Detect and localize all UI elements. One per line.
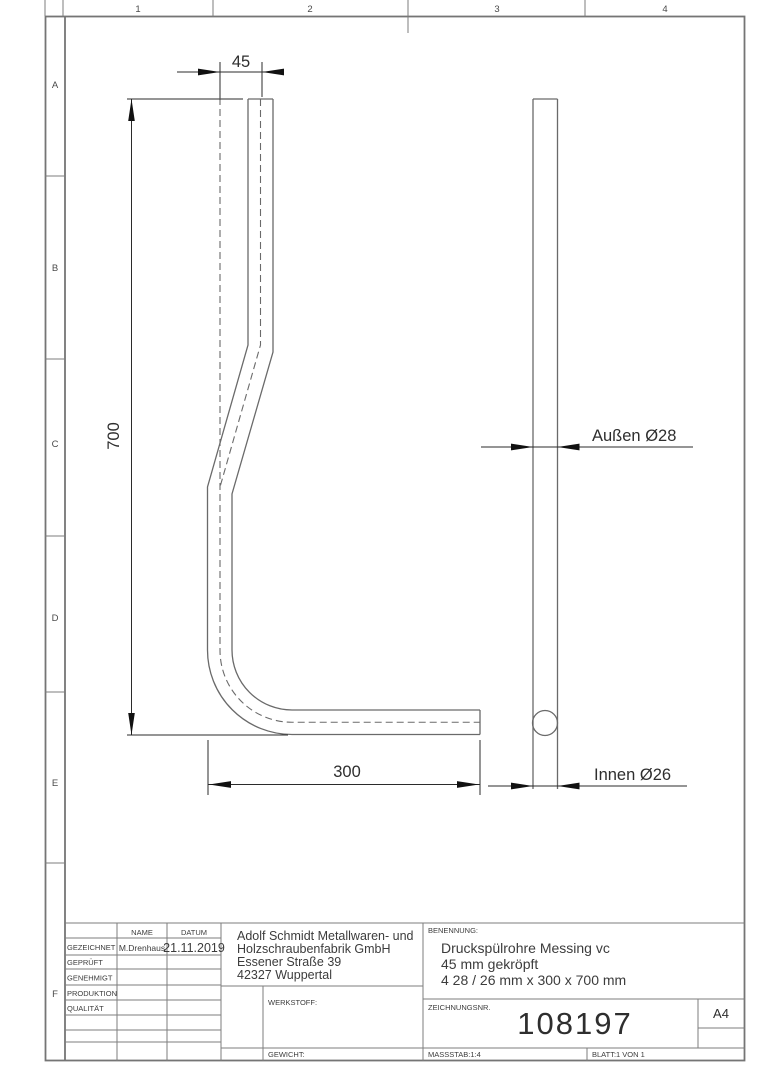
dimension-45 <box>177 53 284 98</box>
outer-dia-label: Außen Ø28 <box>592 427 677 445</box>
drawn-by-name: M.Drenhaus <box>118 943 166 953</box>
drawing-number: 108197 <box>517 1006 633 1041</box>
pipe-centerline-main <box>220 98 480 722</box>
callout-outer-diameter <box>481 427 693 450</box>
pipe-inner-edge <box>232 99 480 710</box>
zeichnungsnr-label: ZEICHNUNGSNR. <box>428 1003 491 1012</box>
dim-700-label: 700 <box>105 422 123 450</box>
name-header: NAME <box>131 928 153 937</box>
row-label-genehmigt: GENEHMIGT <box>67 973 113 983</box>
company-line-3: Essener Straße 39 <box>237 955 342 969</box>
arrowhead <box>128 713 135 735</box>
company-line-2: Holzschraubenfabrik GmbH <box>237 942 391 956</box>
arrowhead <box>457 781 479 788</box>
arrowhead <box>209 781 231 788</box>
dim-300-label: 300 <box>333 763 361 781</box>
blatt-label: BLATT:1 VON 1 <box>592 1050 645 1059</box>
benennung-label: BENENNUNG: <box>428 926 479 935</box>
arrowhead <box>558 444 580 451</box>
row-label-b: B <box>51 263 59 274</box>
border-grid <box>45 0 745 1061</box>
column-label-2: 2 <box>307 4 313 15</box>
company-line-4: 42327 Wuppertal <box>237 968 332 982</box>
sheet-frame <box>46 17 745 1061</box>
row-label-f: F <box>52 989 58 1000</box>
part-title-line-3: 4 28 / 26 mm x 300 x 700 mm <box>441 972 627 988</box>
arrowhead <box>511 783 533 790</box>
pipe-centerline-upper <box>220 99 261 487</box>
part-title-line-2: 45 mm gekröpft <box>441 956 539 972</box>
front-view <box>105 53 480 795</box>
callout-inner-diameter <box>488 766 687 789</box>
sheet-format: A4 <box>713 1006 729 1021</box>
company-line-1: Adolf Schmidt Metallwaren- und <box>237 929 414 943</box>
dimension-300 <box>208 740 480 795</box>
column-label-1: 1 <box>135 4 141 15</box>
column-label-3: 3 <box>494 4 500 15</box>
gewicht-label: GEWICHT: <box>268 1050 305 1059</box>
arrowhead <box>128 99 135 121</box>
date-header: DATUM <box>180 928 208 937</box>
part-title-line-1: Druckspülrohre Messing vc <box>441 940 610 956</box>
massstab-label: MASSSTAB:1:4 <box>428 1050 481 1059</box>
row-label-geprueft: GEPRÜFT <box>67 958 103 967</box>
arrowhead <box>511 444 533 451</box>
arrowhead <box>198 69 220 76</box>
row-label-produktion: PRODUKTION <box>67 989 118 998</box>
arrowhead <box>262 69 284 76</box>
arrowhead <box>558 783 580 790</box>
row-label-a: A <box>51 80 59 91</box>
row-label-c: C <box>51 439 59 450</box>
dimension-700 <box>105 99 288 735</box>
werkstoff-label: WERKSTOFF: <box>268 998 318 1007</box>
title-block <box>65 923 745 1061</box>
drawn-date: 21.11.2019 <box>163 941 225 955</box>
pipe-outer-edge <box>208 99 481 735</box>
row-label-e: E <box>51 778 59 789</box>
row-label-qualitaet: QUALITÄT <box>67 1004 104 1013</box>
inner-dia-label: Innen Ø26 <box>594 766 672 784</box>
dim-45-label: 45 <box>231 53 251 71</box>
row-label-gezeichnet: GEZEICHNET <box>67 943 116 952</box>
side-view <box>481 99 693 789</box>
row-label-d: D <box>51 613 59 624</box>
pipe-bore-circle <box>533 711 558 736</box>
column-label-4: 4 <box>662 4 668 15</box>
